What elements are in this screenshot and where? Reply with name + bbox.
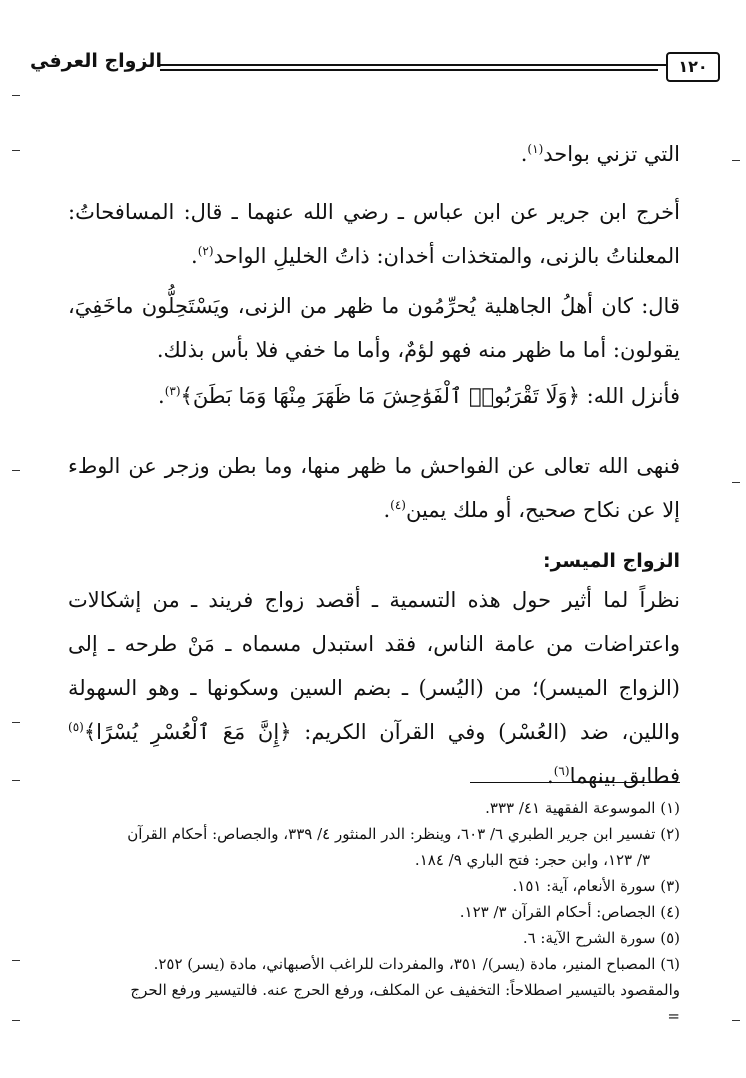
- header-rule: [160, 64, 658, 71]
- footnote-6-continued: والمقصود بالتيسير اصطلاحاً: التخفيف عن المكلف، ورفع الحرج عنه. فالتيسير ورفع الحرج: [130, 981, 680, 999]
- footnote-3: (٣) سورة الأنعام، آية: ١٥١.: [512, 877, 680, 895]
- footnote-4: (٤) الجصاص: أحكام القرآن ٣/ ١٢٣.: [459, 903, 680, 921]
- margin-mark: [12, 1020, 20, 1021]
- paragraph-5: [68, 444, 680, 532]
- footnote-ref: (٦): [553, 764, 570, 778]
- margin-mark: [12, 722, 20, 723]
- paragraph-2: [68, 190, 680, 278]
- quran-verse: ﴿إِنَّ مَعَ ٱلْعُسْرِ يُسْرًا﴾: [83, 720, 292, 744]
- text: .: [383, 498, 391, 522]
- margin-mark: [12, 95, 20, 96]
- footnote-ref: (١): [527, 142, 544, 156]
- footnote-separator: [470, 782, 680, 783]
- paragraph-3: [68, 284, 680, 372]
- page-number: ١٢٠: [666, 52, 720, 82]
- margin-mark: [732, 1020, 740, 1021]
- paragraph-6: [68, 578, 680, 798]
- text: فنهى الله تعالى عن الفواحش ما ظهر منها، وما بطن وزجر عن الوطء إلا عن نكاح صحيح، أو ملك يمين: [68, 454, 680, 522]
- book-title: الزواج العرفي: [30, 50, 162, 72]
- text: التي تزني بواحد: [543, 142, 680, 166]
- text: .: [158, 384, 165, 408]
- footnote-2: (٢) تفسير ابن جرير الطبري ٦/ ٦٠٣، وينظر: الدر المنثور ٤/ ٣٣٩، والجصاص: أحكام القرآن: [127, 825, 680, 843]
- footnotes: [68, 795, 680, 1029]
- text: .: [547, 764, 554, 788]
- footnote-6: (٦) المصباح المنير، مادة (يسر)/ ٣٥١، والمفردات للراغب الأصبهاني، مادة (يسر) ٢٥٢.: [153, 955, 680, 973]
- paragraph-4: [68, 374, 680, 418]
- footnote-5: (٥) سورة الشرح الآية: ٦.: [522, 929, 680, 947]
- text: .: [520, 142, 528, 166]
- margin-mark: [732, 482, 740, 483]
- margin-mark: [12, 960, 20, 961]
- footnote-ref: (٤): [390, 498, 406, 512]
- continuation-mark: =: [667, 1007, 680, 1025]
- text: فطابق بينهما: [569, 764, 680, 788]
- footnote-ref: (٣): [164, 384, 181, 398]
- page-header: [30, 48, 720, 88]
- margin-mark: [12, 470, 20, 471]
- text: قال: كان أهلُ الجاهلية يُحرِّمُون ما ظهر من الزنى، ويَسْتَحِلُّون ماخَفِيَ، يقولون: أما ما ظهر منه فهو لؤمٌ، وأما ما خفي فلا بأس بذلك.: [68, 294, 680, 362]
- footnote-ref: (٥): [68, 720, 84, 734]
- text: .: [191, 244, 198, 268]
- text: نظراً لما أثير حول هذه التسمية ـ أقصد زواج فريند ـ من إشكالات واعتراضات من عامة الناس، فقد استبدل مسماه ـ مَنْ طرحه ـ إلى (الزواج الميسر)؛ من (اليُسر) ـ بضم السين وسكونها ـ وهو السهولة واللين، ضد (العُسْر) وفي القرآن الكريم:: [68, 588, 680, 744]
- footnote-1: (١) الموسوعة الفقهية ٤١/ ٣٣٣.: [485, 799, 680, 817]
- footnote-ref: (٢): [197, 244, 214, 258]
- text: فأنزل الله:: [580, 384, 680, 408]
- footnote-2-continued: ٣/ ١٢٣، وابن حجر: فتح الباري ٩/ ١٨٤.: [414, 851, 650, 869]
- text: أخرج ابن جرير عن ابن عباس ـ رضي الله عنهما ـ قال: المسافحاتُ: المعلناتُ بالزنى، والمتخذات أخدان: ذاتُ الخليلِ الواحد: [68, 200, 680, 268]
- margin-mark: [12, 150, 20, 151]
- paragraph-1: [68, 132, 680, 176]
- margin-mark: [732, 160, 740, 161]
- section-heading: الزواج الميسر:: [543, 550, 680, 572]
- margin-mark: [12, 780, 20, 781]
- quran-verse: ﴿وَلَا تَقْرَبُوا۟ ٱلْفَوَٰحِشَ مَا ظَهَرَ مِنْهَا وَمَا بَطَنَ﴾: [180, 384, 580, 408]
